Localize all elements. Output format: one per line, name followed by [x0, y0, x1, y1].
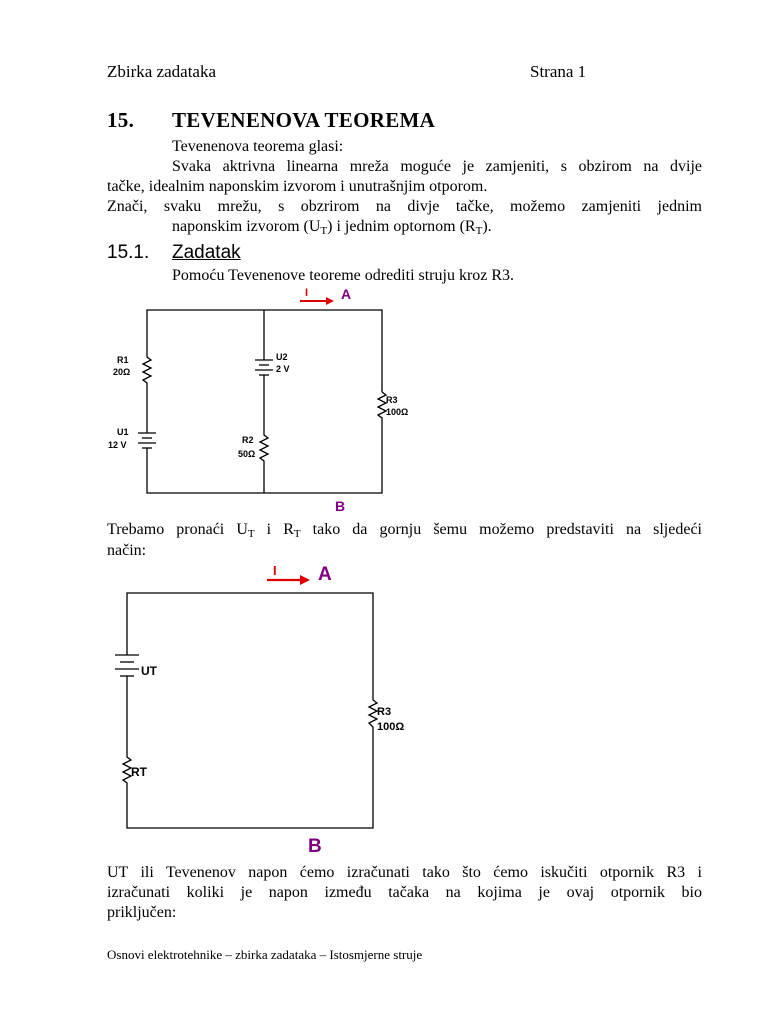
node-b-label-1: B — [335, 498, 346, 514]
u2-value: 2 V — [276, 364, 290, 374]
intro-line-4: Znači, svaku mrežu, s obzrirom na divje tačke, možemo zamjeniti jednim — [107, 198, 702, 215]
u1-value: 12 V — [108, 440, 127, 450]
para2-line-1: Trebamo pronaći $U_T$ i $R_T$ tako da gornju šemu možemo predstaviti na sljedeći — [107, 521, 702, 540]
intro-line-3: tačke, idealnim naponskim izvorom i unutrašnjim otporom. — [107, 178, 488, 195]
intro-line-1: Tevenenova teorema glasi: — [172, 138, 344, 155]
node-a-label-1: A — [341, 286, 352, 302]
subsection-title: Zadatak — [172, 242, 241, 263]
current-arrowhead-2 — [300, 575, 310, 585]
current-label-2: I — [273, 563, 277, 578]
node-a-label-2: A — [318, 564, 332, 585]
header-right: Strana 1 — [530, 62, 587, 81]
r3-value-1: 100Ω — [386, 407, 409, 417]
current-arrowhead-1 — [326, 297, 334, 305]
subsection-number: 15.1. — [107, 242, 150, 263]
task-text: Pomoću Tevenenove teoreme odrediti struju kroz R3. — [172, 267, 515, 284]
rt-label: RT — [131, 765, 147, 779]
page-footer: Osnovi elektrotehnike – zbirka zadataka – Istosmjerne struje — [107, 947, 423, 962]
intro-line-5: naponskim izvorom $(U_T)$ i jednim optornom $(R_T)$. — [172, 218, 492, 237]
r2-label: R2 — [242, 435, 254, 445]
r3-label-1: R3 — [386, 395, 398, 405]
r1-label: R1 — [117, 355, 129, 365]
current-label-1: I — [305, 287, 309, 299]
r1-value: 20Ω — [113, 367, 131, 377]
u1-label: U1 — [117, 427, 129, 437]
header-left: Zbirka zadataka — [107, 62, 217, 81]
ut-label: UT — [141, 664, 157, 678]
r2-value: 50Ω — [238, 449, 256, 459]
section-number: 15. — [107, 108, 135, 132]
node-b-label-2: B — [308, 836, 322, 857]
section-title: TEVENENOVA TEOREMA — [172, 108, 436, 132]
intro-line-2: Svaka aktrivna linearna mreža moguće je zamjeniti, s obzirom na dvije — [172, 158, 702, 175]
para3-line-1: UT ili Tevenenov napon ćemo izračunati tako što ćemo iskučiti otpornik R3 i — [107, 864, 702, 881]
para3-line-3: priključen: — [107, 904, 177, 921]
r3-label-2: R3 — [377, 706, 392, 718]
u2-label: U2 — [276, 352, 288, 362]
para3-line-2: izračunati koliki je napon između tačaka na kojima je ovaj otpornik bio — [107, 884, 702, 901]
r3-value-2: 100Ω — [377, 721, 405, 733]
para2-line-2: način: — [107, 542, 147, 559]
